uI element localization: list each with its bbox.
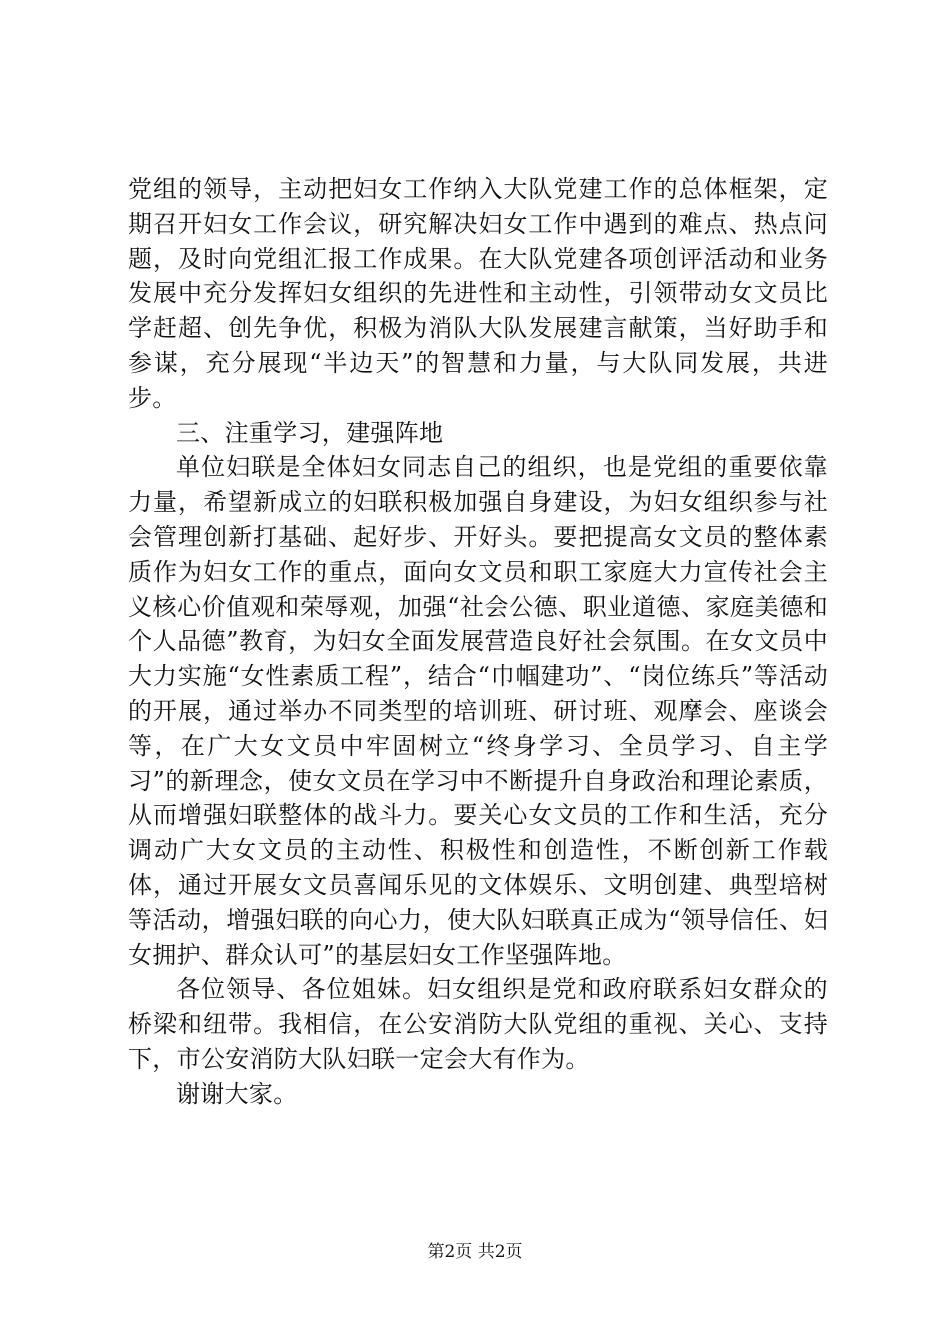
section-heading: 三、注重学习，建强阵地 — [176, 418, 444, 447]
page-number-footer: 第2页 共2页 — [427, 1242, 523, 1262]
paragraph-closing: 各位领导、各位姐妹。妇女组织是党和政府联系妇女群众的桥梁和纽带。我相信，在公安消防大队党组的重视、关心、支持下，市公安消防大队妇联一定会大有作为。 — [128, 975, 828, 1073]
document-body — [128, 172, 828, 1112]
paragraph-continuation: 党组的领导，主动把妇女工作纳入大队党建工作的总体框架，定期召开妇女工作会议，研究解决妇女工作中遇到的难点、热点问题，及时向党组汇报工作成果。在大队党建各项创评活动和业务发展中充分发挥妇女组织的先进性和主动性，引领带动女文员比学赶超、创先争优，积极为消队大队发展建言献策，当好助手和参谋，充分展现“半边天”的智慧和力量，与大队同发展，共进步。 — [128, 175, 828, 412]
paragraph-thanks: 谢谢大家。 — [176, 1079, 298, 1108]
paragraph-study: 单位妇联是全体妇女同志自己的组织，也是党组的重要依靠力量，希望新成立的妇联积极加强自身建设，为妇女组织参与社会管理创新打基础、起好步、开好头。要把提高女文员的整体素质作为妇女工作的重点，面向女文员和职工家庭大力宣传社会主义核心价值观和荣辱观，加强“社会公德、职业道德、家庭美德和个人品德”教育，为妇女全面发展营造良好社会氛围。在女文员中大力实施“女性素质工程”，结合“巾帼建功”、“岗位练兵”等活动的开展，通过举办不同类型的培训班、研讨班、观摩会、座谈会等，在广大女文员中牢固树立“终身学习、全员学习、自主学习”的新理念，使女文员在学习中不断提升自身政治和理论素质，从而增强妇联整体的战斗力。要关心女文员的工作和生活，充分调动广大女文员的主动性、积极性和创造性，不断创新工作载体，通过开展女文员喜闻乐见的文体娱乐、文明创建、典型培树等活动，增强妇联的向心力，使大队妇联真正成为“领导信任、妇女拥护、群众认可”的基层妇女工作坚强阵地。 — [128, 453, 828, 969]
